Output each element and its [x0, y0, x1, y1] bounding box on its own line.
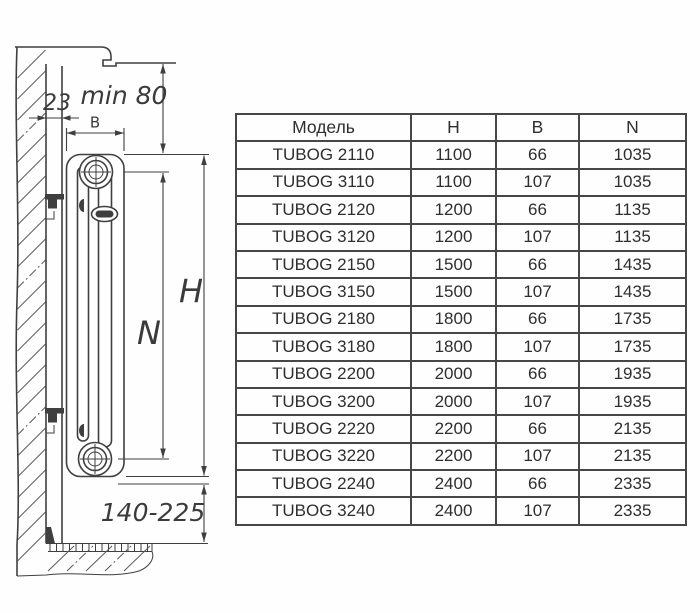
- label-min-clearance: min 80: [80, 81, 168, 110]
- cell-h: 2000: [411, 388, 496, 415]
- radiator-body: [67, 155, 125, 477]
- cell-n: 1935: [579, 388, 686, 415]
- cell-b: 66: [496, 361, 579, 388]
- col-header-b: B: [496, 114, 579, 141]
- cell-n: 1935: [579, 361, 686, 388]
- dimension-axis-N: [137, 173, 166, 458]
- cell-b: 107: [496, 278, 579, 305]
- cell-model: TUBOG 2220: [236, 415, 411, 442]
- cell-model: TUBOG 3240: [236, 497, 411, 524]
- cell-n: 1035: [579, 169, 686, 196]
- cell-b: 66: [496, 306, 579, 333]
- col-header-model: Модель: [236, 114, 411, 141]
- cell-b: 107: [496, 169, 579, 196]
- cell-n: 1735: [579, 333, 686, 360]
- cell-h: 2400: [411, 497, 496, 524]
- radiator-spec-table: [235, 113, 687, 526]
- cell-h: 1500: [411, 278, 496, 305]
- cell-n: 1435: [579, 278, 686, 305]
- cell-model: TUBOG 3120: [236, 224, 411, 251]
- dimension-floor-clearance: [101, 485, 207, 542]
- cell-h: 1800: [411, 306, 496, 333]
- spec-row: [236, 224, 686, 251]
- cell-h: 2200: [411, 415, 496, 442]
- wall-bracket-bottom: [45, 408, 64, 433]
- cell-n: 2335: [579, 470, 686, 497]
- cell-h: 2000: [411, 361, 496, 388]
- cell-n: 1035: [579, 141, 686, 168]
- cell-h: 1200: [411, 196, 496, 223]
- col-header-n: N: [579, 114, 686, 141]
- cell-b: 107: [496, 224, 579, 251]
- dimension-wall-gap: [29, 91, 79, 121]
- floor-ticks: [50, 544, 148, 552]
- ground-break-line: [17, 552, 153, 577]
- spec-row: [236, 306, 686, 333]
- cell-model: TUBOG 2200: [236, 361, 411, 388]
- cell-h: 2200: [411, 443, 496, 470]
- plinth-wedge: [46, 527, 55, 544]
- spec-row: [236, 169, 686, 196]
- cell-h: 1100: [411, 169, 496, 196]
- tube-right: [99, 163, 112, 447]
- cell-model: TUBOG 2180: [236, 306, 411, 333]
- spec-row: [236, 196, 686, 223]
- label-floor-clearance: 140-225: [100, 498, 206, 527]
- cell-model: TUBOG 3110: [236, 169, 411, 196]
- wall: [16, 47, 46, 576]
- cell-h: 2400: [411, 470, 496, 497]
- spec-row: [236, 388, 686, 415]
- spec-row: [236, 251, 686, 278]
- label-axis-distance: N: [137, 314, 161, 352]
- top-connection-port: [80, 156, 113, 189]
- cell-model: TUBOG 3200: [236, 388, 411, 415]
- spec-row: [236, 470, 686, 497]
- cell-model: TUBOG 2110: [236, 141, 411, 168]
- wall-hatch: [18, 50, 46, 561]
- dimension-height-H: [179, 156, 207, 476]
- cell-n: 1135: [579, 196, 686, 223]
- cell-n: 1435: [579, 251, 686, 278]
- radiator-mounting-diagram: [0, 0, 235, 613]
- cell-n: 2135: [579, 443, 686, 470]
- spec-row: [236, 443, 686, 470]
- cell-b: 66: [496, 251, 579, 278]
- label-wall-gap: 23: [43, 91, 71, 116]
- spec-row: [236, 278, 686, 305]
- spec-row: [236, 333, 686, 360]
- cell-b: 66: [496, 415, 579, 442]
- spec-row: [236, 361, 686, 388]
- cell-n: 2135: [579, 415, 686, 442]
- spec-header-row: [236, 114, 686, 141]
- cell-n: 1135: [579, 224, 686, 251]
- cell-h: 1800: [411, 333, 496, 360]
- label-depth: B: [89, 113, 101, 132]
- cell-n: 2335: [579, 497, 686, 524]
- cell-model: TUBOG 3150: [236, 278, 411, 305]
- cell-b: 107: [496, 443, 579, 470]
- cell-h: 1200: [411, 224, 496, 251]
- cell-model: TUBOG 2240: [236, 470, 411, 497]
- cell-model: TUBOG 3180: [236, 333, 411, 360]
- brand-badge: [92, 207, 118, 222]
- cell-model: TUBOG 3220: [236, 443, 411, 470]
- cell-model: TUBOG 2120: [236, 196, 411, 223]
- cell-b: 66: [496, 470, 579, 497]
- cell-h: 1100: [411, 141, 496, 168]
- cell-b: 66: [496, 196, 579, 223]
- cell-b: 66: [496, 141, 579, 168]
- radiator-section: [67, 155, 125, 477]
- spec-row: [236, 497, 686, 524]
- cell-b: 107: [496, 333, 579, 360]
- dimension-depth-B: [67, 114, 125, 136]
- cell-b: 107: [496, 497, 579, 524]
- spec-row: [236, 415, 686, 442]
- label-height: H: [178, 272, 204, 310]
- cell-h: 1500: [411, 251, 496, 278]
- spec-row: [236, 141, 686, 168]
- wall-bracket-top: [45, 194, 64, 219]
- cell-model: TUBOG 2150: [236, 251, 411, 278]
- cell-b: 107: [496, 388, 579, 415]
- bottom-connection-port: [79, 443, 112, 476]
- col-header-h: H: [411, 114, 496, 141]
- cell-n: 1735: [579, 306, 686, 333]
